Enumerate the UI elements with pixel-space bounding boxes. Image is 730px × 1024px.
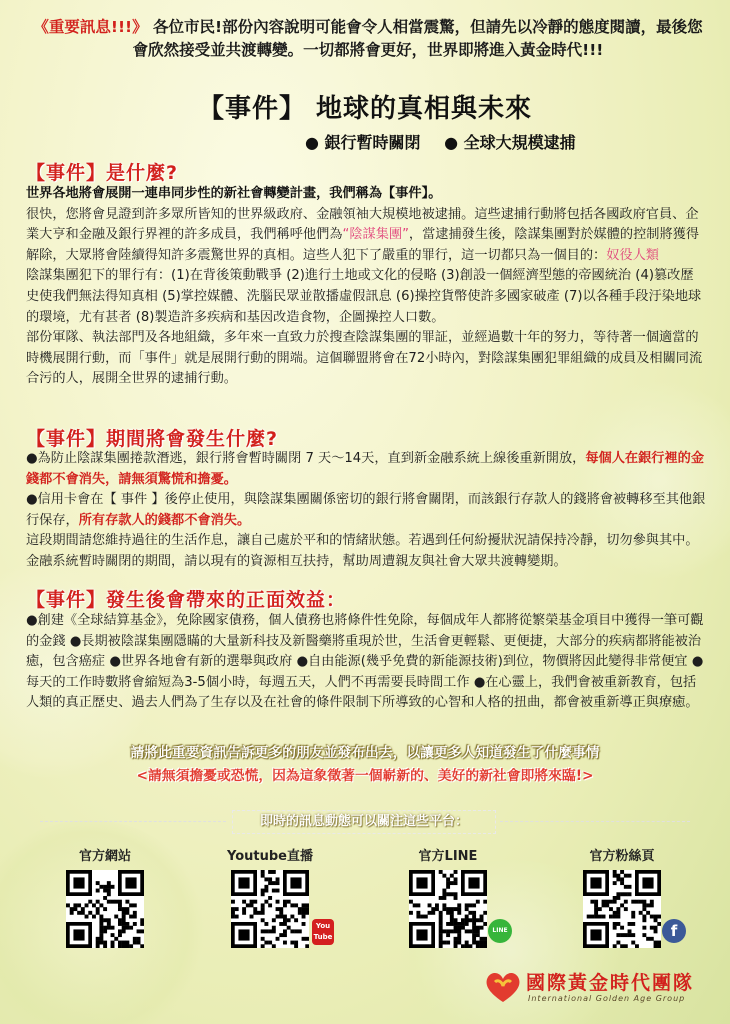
- section2-b2-highlight: 所有存款人的錢都不會消失。: [78, 512, 251, 528]
- line-qr-block[interactable]: [398, 845, 508, 948]
- section1-p3: 部份軍隊、執法部門及各地組織，多年來一直致力於搜查陰謀集團的罪証，並經過數十年的努力，等待著一個適當的時機展開行動，而「事件」就是展開行動的開端。這個聯盟將會在72小時內，對陰謀集團犯罪組織的成員及相關同流合污的人，展開全世界的逮捕行動。: [26, 330, 703, 387]
- website-qr-block[interactable]: [55, 845, 155, 948]
- qr-label: 官方網站: [78, 849, 131, 864]
- section2-heading: 【事件】期間將會發生什麼?: [26, 428, 279, 450]
- section1-p2: 陰謀集團犯下的罪行有：(1)在背後策動戰爭 (2)進行土地或文化的侵略 (3)創設一個經濟型態的帝國統治 (4)篡改歷史使我們無法得知真相 (5)掌控媒體、洗腦民眾並散播虛假訊息 (6)操控貨幣使許多國家破產 (7)以各種手段汙染地球的環境，尤有甚者 (8)製造許多疾病和基因改造食物，企圖操控人口數。: [26, 268, 702, 325]
- section2-b1: ●為防止陰謀集團捲款潛逃，銀行將會暫時關閉 7 天～14天，直到新金融系統上線後重新開放，: [26, 451, 586, 466]
- youtube-qr-block[interactable]: [220, 845, 333, 948]
- section1-lead: 世界各地將會展開一連串同步性的新社會轉變計畫，我們稱為【事件】。: [26, 186, 442, 201]
- section2-b2: ●信用卡會在【 事件 】後停止使用，與陰謀集團關係密切的銀行將會關閉，而該銀行存款人的錢將會被轉移至其他銀行保存，: [26, 492, 706, 528]
- org-name-en: International Golden Age Group: [528, 994, 686, 1003]
- headline-bullets: [305, 130, 594, 153]
- org-name-cn: 國際黃金時代團隊: [526, 972, 695, 994]
- qr-code-icon[interactable]: [409, 870, 487, 948]
- section2-p: 這段期間請您維持過往的生活作息，讓自己處於平和的情緒狀態。若遇到任何紛擾狀況請保持冷靜，切勿參與其中。金融系統暫時關閉的期間，請以現有的資源相互扶持，幫助周遭親友與社會大眾共渡轉變期。: [26, 533, 699, 569]
- qr-code-icon[interactable]: [66, 870, 144, 948]
- bullet-bank-closure: ● 銀行暫時關閉: [305, 133, 421, 152]
- qr-label: 官方LINE: [418, 849, 478, 864]
- bullet-mass-arrests: ● 全球大規模逮捕: [444, 133, 576, 152]
- section2-b1-highlight: 每個人在銀行裡的金錢都不會消失，請無須驚慌和擔憂。: [26, 451, 705, 487]
- qr-label: Youtube直播: [227, 849, 313, 864]
- org-logo: [484, 968, 714, 1008]
- youtube-icon: You Tube: [312, 919, 334, 945]
- section1-p1a: 很快，您將會見證到許多眾所皆知的世界級政府、金融領袖大規模地被逮捕。這些逮捕行動將包括各國政府官員、企業大亨和金融及銀行界裡的許多成員，我們稱呼他們為: [26, 206, 699, 243]
- important-notice: [28, 16, 708, 62]
- divider-right: [500, 821, 690, 822]
- notice-prefix: 《重要訊息!!!》: [33, 18, 148, 36]
- page-title: 【事件】 地球的真相與未來: [197, 94, 533, 124]
- qr-code-icon[interactable]: [583, 870, 661, 948]
- section1-body: [26, 184, 706, 390]
- line-icon: LINE: [488, 919, 512, 943]
- cabal-goal: 奴役人類: [606, 247, 659, 263]
- cabal-term: “陰謀集團”: [342, 227, 409, 243]
- qr-code-icon[interactable]: [231, 870, 309, 948]
- platforms-heading: 即時的訊息動態可以關注這些平台：: [232, 810, 496, 834]
- section3-body: ●創建《全球結算基金》，免除國家債務，個人債務也將條件性免除，每個成年人都將從繁榮基金項目中獲得一筆可觀的金錢 ●長期被陰謀集團隱瞞的大量新科技及新醫藥將重現於世，生活會更輕鬆、更便捷，大部分的疾病都將能被治癒，包含癌症 ●世界各地會有新的選舉與政府 ●自由能源(幾乎免費的新能源技術)到位，物價將因此變得非常便宜 ●每天的工作時數將會縮短為3-5個小時，每週五天，人們不再需要長時間工作 ●在心靈上，我們會被重新教育，包括人類的真正歷史、過去人們為了生存以及在社會的條件限制下所導致的心智和人格的扭曲，都會被重新導正與療癒。: [26, 613, 704, 711]
- qr-label: 官方粉絲頁: [589, 849, 655, 864]
- facebook-icon: f: [662, 919, 686, 943]
- section1-heading: 【事件】是什麼?: [26, 162, 179, 184]
- heart-logo-icon: [484, 970, 522, 1004]
- divider-left: [40, 821, 226, 822]
- notice-text: 各位市民!部份內容說明可能會令人相當震驚，但請先以冷靜的態度閱讀，最後您會欣然接受並共渡轉變。一切都將會更好，世界即將進入黃金時代!!!: [132, 18, 703, 59]
- reassurance-text: <請無須擔憂或恐慌，因為這象徵著一個嶄新的、美好的新社會即將來臨!>: [136, 768, 594, 784]
- section1-p1b: ，當逮捕發生後，陰謀集團對於媒體的控制將獲得解除，大眾將會陸續得知許多震驚世界的真相。這些人犯下了嚴重的罪行，這一切都只為一個目的：: [26, 227, 700, 263]
- section3-heading: 【事件】發生後會帶來的正面效益：: [26, 589, 347, 611]
- section2-body: [26, 449, 706, 573]
- facebook-qr-block[interactable]: [572, 845, 678, 948]
- share-request: 請將此重要資訊告訴更多的朋友並發布出去，以讓更多人知道發生了什麼事情: [130, 745, 600, 761]
